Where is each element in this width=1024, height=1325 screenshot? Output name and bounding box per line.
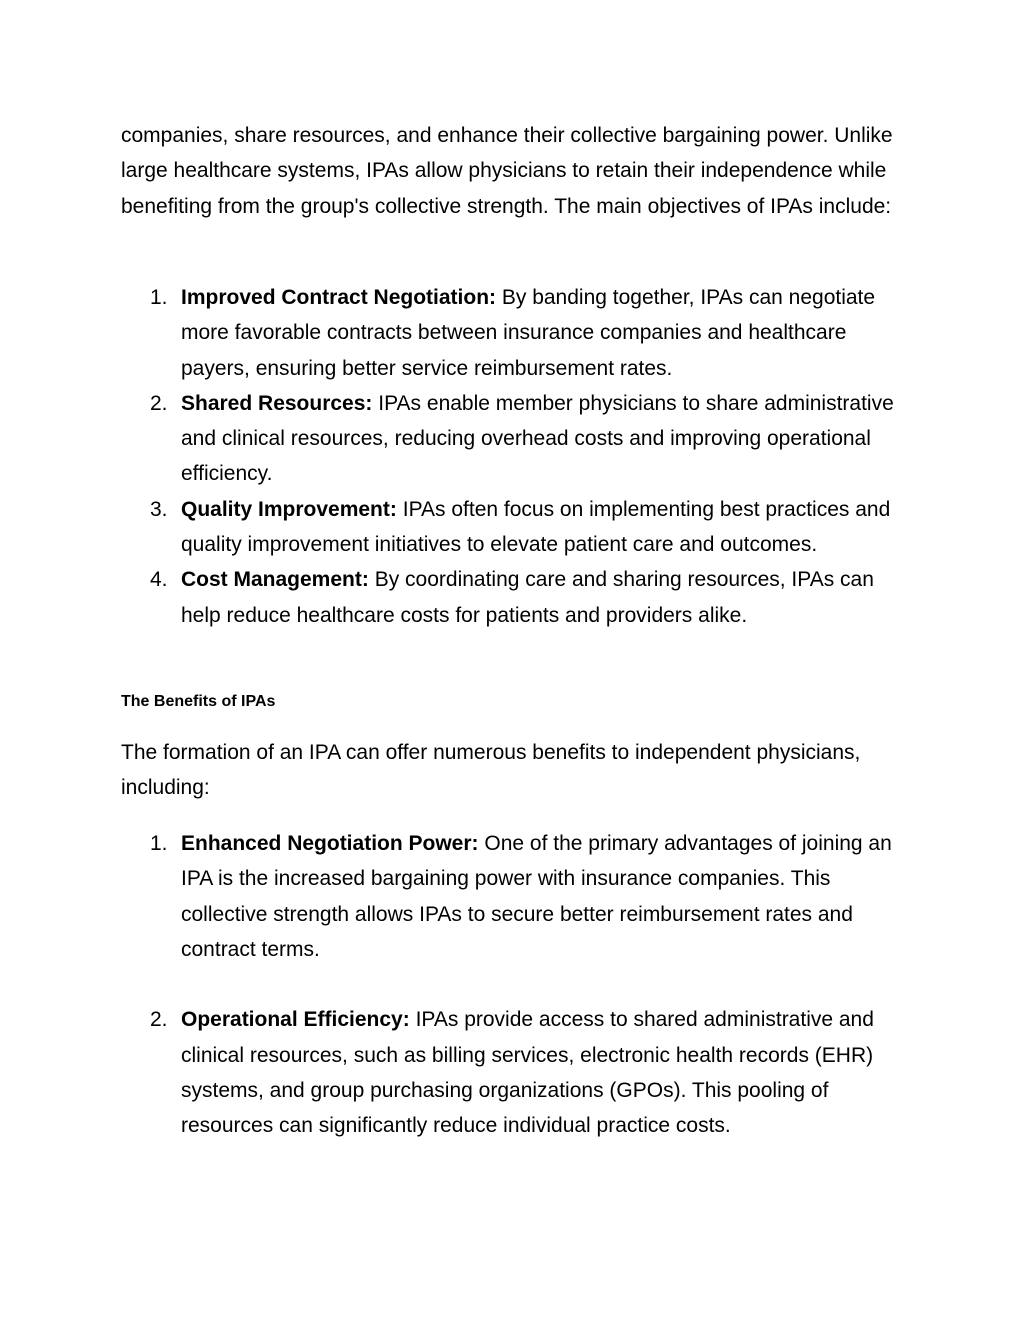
list-text: One of the primary advantages of joining an IPA is the increased bargaining power with insurance companies. This collective strength allows IPAs to secure better reimbursement rates and contract terms.: [181, 832, 892, 961]
list-number: 4.: [150, 568, 168, 592]
list-item: [0, 492, 916, 563]
list-item: [0, 386, 916, 492]
intro-paragraph: companies, share resources, and enhance their collective bargaining power. Unlike large healthcare systems, IPAs allow physicians to retain their independence while benefiting from the group's collective strength. The main objectives of IPAs include:: [121, 124, 893, 218]
list-item: [0, 1002, 916, 1143]
list-item: [0, 562, 916, 633]
list-number: 1.: [150, 832, 168, 855]
benefits-intro-paragraph: The formation of an IPA can offer numerous benefits to independent physicians, including:: [121, 741, 861, 800]
objectives-list: [0, 280, 1024, 633]
section-heading: The Benefits of IPAs: [121, 693, 276, 710]
list-term: Quality Improvement:: [181, 497, 397, 521]
list-number: 3.: [150, 497, 168, 521]
list-text: By banding together, IPAs can negotiate more favorable contracts between insurance companies and healthcare payers, ensuring better service reimbursement rates.: [181, 286, 876, 380]
list-text: IPAs enable member physicians to share administrative and clinical resources, reducing overhead costs and improving operational efficiency.: [181, 391, 894, 486]
list-item: [0, 826, 916, 967]
list-number: 1.: [150, 286, 168, 309]
list-text: IPAs often focus on implementing best practices and quality improvement initiatives to elevate patient care and outcomes.: [181, 497, 891, 557]
list-number: 2.: [150, 1008, 168, 1032]
benefits-list: [0, 826, 1024, 1144]
list-number: 2.: [150, 391, 168, 415]
list-text: By coordinating care and sharing resources, IPAs can help reduce healthcare costs for patients and providers alike.: [181, 568, 874, 627]
list-term: Cost Management:: [181, 568, 369, 592]
list-item: [0, 280, 916, 386]
list-term: Improved Contract Negotiation:: [181, 286, 497, 309]
list-term: Shared Resources:: [181, 391, 373, 415]
list-text: IPAs provide access to shared administrative and clinical resources, such as billing services, electronic health records (EHR) systems, and group purchasing organizations (GPOs). This pooling of resources can significantly reduce individual practice costs.: [181, 1008, 874, 1138]
list-term: Operational Efficiency:: [181, 1008, 410, 1032]
list-term: Enhanced Negotiation Power:: [181, 832, 479, 855]
